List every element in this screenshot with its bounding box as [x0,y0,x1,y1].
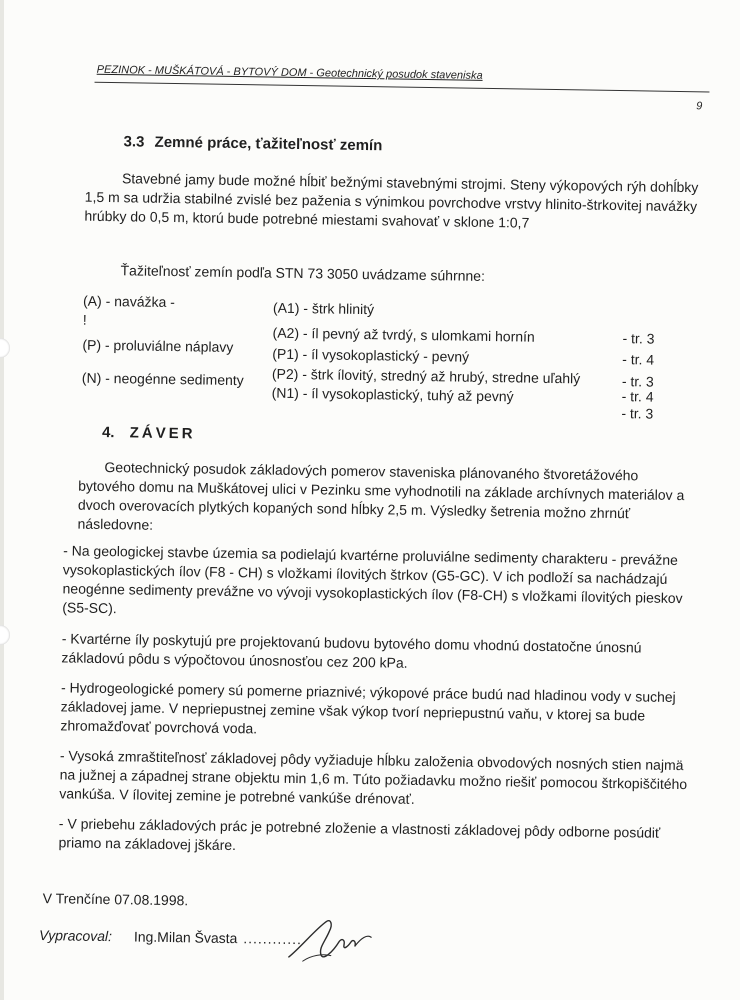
soil-class: - tr. 3 [621,373,654,390]
paragraph-conclusion-intro: Geotechnický posudok základových pomerov staveniska plánovaného štvoretážového bytového domu na Muškátovej ulici v Pezinku sme vyhodnotili na základe archívnych materiálov a dvoch overovacích plytkých kopaných sond hĺbky 2,5 m. Výsledky šetrenia možno zhrnúť následovne: [77,458,685,533]
section-heading-3-3 [123,133,382,154]
soil-description: (N1) - íl vysokoplastický, tuhý až pevný [271,384,514,405]
signature-stroke [289,920,356,958]
conclusion-item: - Vysoká zmraštiteľnosť základovej pôdy vyžiaduje hĺbku založenia obvodových nosných stien najmä na južnej a západnej strane objektu min 1,6 m. Túto požiadavku možno riešiť pomocou štrkopiščitého vankúša. V ílovitej zemine je potrebné vankúše drénovať. [59,747,688,807]
paragraph-soil-workability: Ťažiteľnosť zemín podľa STN 73 3050 uvádzame súhrnne: [120,262,486,284]
section-title: ZÁVER [129,424,196,443]
signature-tail [355,936,371,946]
soil-group: ! [82,311,87,328]
conclusion-list [58,541,691,873]
soil-class: - tr. 4 [622,351,655,368]
soil-group: (P) - proluviálne náplavy [82,336,234,355]
soil-description: (P2) - štrk ílovitý, stredný až hrubý, stredne uľahlý [271,365,581,387]
signature-dotted-line: ............ [243,930,303,948]
soil-row [82,336,702,366]
soil-class: - tr. 3 [621,405,654,422]
soil-class: - tr. 3 [622,330,655,347]
soil-description: (P1) - íl vysokoplastický - pevný [272,345,470,365]
soil-group: (N) - neogénne sedimenty [81,369,244,389]
conclusion-item: - Hydrogeologické pomery sú pomerne priaznivé; výkopové práce budú nad hladinou vody v suchej základovej jame. V nepriepustnej zemine však výkop tvorí nepriepustnú vaňu, v ktorej sa bude zhromažďovať povrchová voda. [60,679,676,737]
paragraph-excavation: Stavebné jamy bude možné hĺbiť bežnými stavebnými strojmi. Steny výkopových rýh dohĺbky 1,5 m sa udržia stabilné zvislé bez paženia s výnimkou povrchodve vrstvy hlinito-štrkovitej navážky hrúbky do 0,5 m, ktorú bude potrebné miestami svahovať v sklone 1:0,7 [84,170,699,231]
place-and-date: V Trenčíne 07.08.1998. [42,890,189,909]
conclusion-item: - Na geologickej stavbe územia sa podielajú kvartérne proluviálne sedimenty charakteru - prevážne vysokoplastických ílov (F8 - CH) s vložkami ílovitých štrkov (G5-GC). V ich podloží sa nachádzajú neogénne sedimenty prevážne vo vývoji vysokoplastických ílov (F8-CH) s vložkami ílovitých pieskov (S5-SC). [62,542,683,617]
soil-description: (A1) - štrk hlinitý [272,299,375,318]
soil-class: - tr. 4 [621,388,654,405]
section-title: Zemné práce, ťažiteľnosť zemín [154,133,383,155]
soil-row [81,396,701,426]
prepared-by-name: Ing.Milan Švasta [133,928,238,947]
prepared-by-label: Vypracoval: [39,927,113,945]
soil-description: (A2) - íl pevný až tvrdý, s ulomkami hornín [272,324,535,345]
running-header: PEZINOK - MUŠKÁTOVÁ - BYTOVÝ DOM - Geotechnický posudok staveniska [96,63,483,82]
soil-classification-table [81,292,703,422]
handwritten-signature [281,911,400,971]
conclusion-item: - V priebehu základových prác je potrebné zloženie a vlastnosti základovej pôdy odborne posúdiť priamo na základovej jškáre. [58,815,661,854]
section-number: 4. [101,423,115,442]
soil-group: (A) - navážka - [82,292,176,311]
section-number: 3.3 [123,133,145,151]
conclusion-item: - Kvartérne íly poskytujú pre projektovanú budovu bytového domu vhodnú dostatočne únosnú základovú pôdu s výpočtovou únosnosťou cez 200 kPa. [61,630,642,671]
section-heading-4 [102,424,196,442]
page-number: 9 [696,100,703,113]
prepared-by-line [39,927,302,947]
